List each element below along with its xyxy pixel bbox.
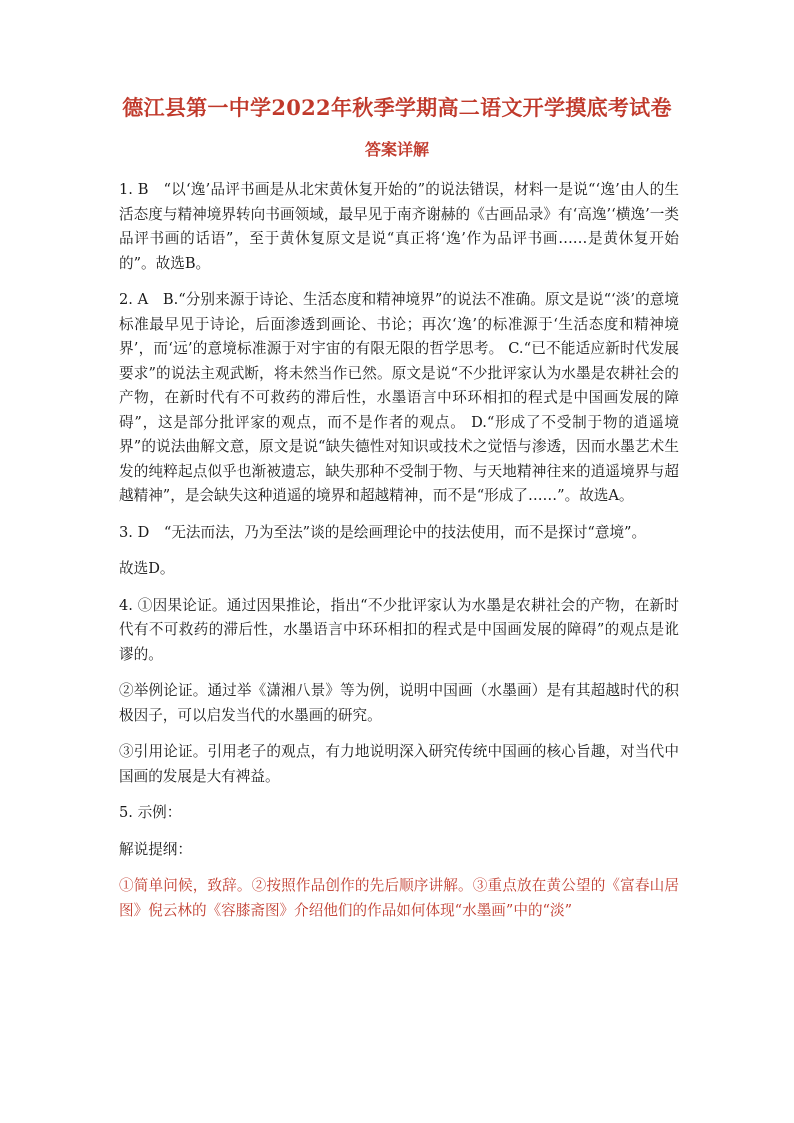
answer-5-outline: ①简单问候，致辞。②按照作品创作的先后顺序讲解。③重点放在黄公望的《富春山居图》倪云林的《容膝斋图》介绍他们的作品如何体现“水墨画”中的“淡” [119,877,679,919]
answer-3-conclusion: 故选D。 [119,560,175,577]
answer-5-heading: 5. 示例： [119,804,182,821]
document-subtitle: 答案详解 [364,140,429,159]
document-title: 德江县第一中学2022年秋季学期高二语文开学摸底考试卷 [122,95,672,120]
answer-2: 2. A B.“分别来源于诗论、生活态度和精神境界”的说法不准确。原文是说“‘淡’的意境标准最早见于诗论，后面渗透到画论、书论；再次‘逸’的标准源于‘生活态度和精神境界’，而‘远’的意境标准源于对宇宙的有限无限的哲学思考。 C.“已不能适应新时代发展要求”的说法主观武断，将未然当作已然。原文是说“不少批评家认为水墨是农耕社会的产物，在新时代有不可救药的滞后性，水墨语言中环环相扣的程式是中国画发展的障碍”，这是部分批评家的观点，而不是作者的观点。 D.“形成了不受制于物的逍遥境界”的说法曲解文意，原文是说“缺失德性对知识或技术之觉悟与渗透，因而水墨艺术生发的纯粹起点似乎也渐被遗忘，缺失那种不受制于物、与天地精神往来的逍遥境界与超越精神”，是会缺失这种逍遥的境界和超越精神，而不是“形成了……”。故选A。 [119,291,679,504]
answer-3: 3. D “无法而法，乃为至法”谈的是绘画理论中的技法使用，而不是探讨“意境”。 [119,523,647,541]
answer-4-point-1: 4. ①因果论证。通过因果推论，指出“不少批评家认为水墨是农耕社会的产物，在新时代有不可救药的滞后性，水墨语言中环环相扣的程式是中国画发展的障碍”的观点是讹谬的。 [119,596,679,663]
answer-4-point-2: ②举例论证。通过举《潇湘八景》等为例，说明中国画（水墨画）是有其超越时代的积极因子，可以启发当代的水墨画的研究。 [119,682,679,724]
answer-body [119,178,679,935]
answer-1: 1. B “以‘逸’品评书画是从北宋黄休复开始的”的说法错误，材料一是说“‘逸’由人的生活态度与精神境界转向书画领域，最早见于南齐谢赫的《古画品录》有‘高逸’‘横逸’一类品评书画的话语”，至于黄休复原文是说“真正将‘逸’作为品评书画……是黄休复开始的”。故选B。 [119,181,679,272]
answer-5-outline-label: 解说提纲： [119,840,192,858]
answer-4-point-3: ③引用论证。引用老子的观点，有力地说明深入研究传统中国画的核心旨趣，对当代中国画的发展是大有裨益。 [119,743,679,785]
